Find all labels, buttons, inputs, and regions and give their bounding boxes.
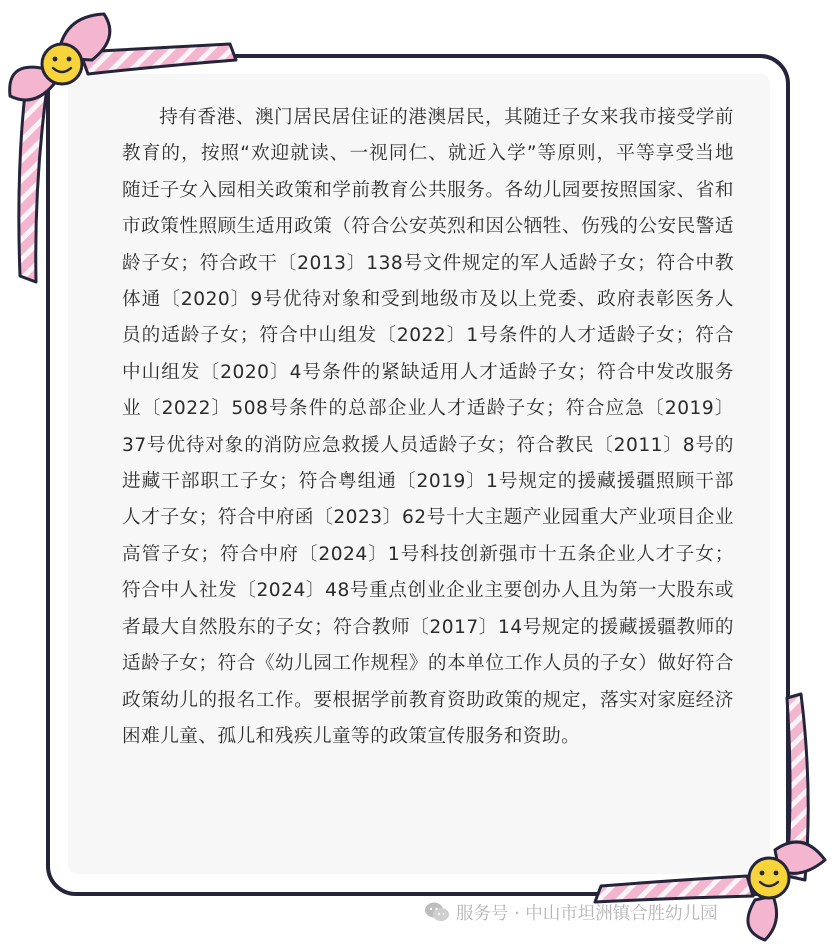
ribbon-bow-top-left [0, 0, 250, 290]
watermark-text: 服务号 · 中山市坦洲镇合胜幼儿园 [456, 903, 718, 924]
policy-paragraph: 持有香港、澳门居民居住证的港澳居民，其随迁子女来我市接受学前教育的，按照“欢迎就读、一视同仁、就近入学”等原则，平等享受当地随迁子女入园相关政策和学前教育公共服务。各幼儿园要按照国家、省和市政策性照顾生适用政策（符合公安英烈和因公牺牲、伤残的公安民警适龄子女；符合政干〔2013〕138号文件规定的军人适龄子女；符合中教体通〔2020〕9号优待对象和受到地级市及以上党委、政府表彰医务人员的适龄子女；符合中山组发〔2022〕1号条件的人才适龄子女；符合中山组发〔2020〕4号条件的紧缺适用人才适龄子女；符合中发改服务业〔2022〕508号条件的总部企业人才适龄子女；符合应急〔2019〕37号优待对象的消防应急救援人员适龄子女；符合教民〔2011〕8号的进藏干部职工子女；符合粤组通〔2019〕1号规定的援藏援疆照顾干部人才子女；符合中府函〔2023〕62号十大主题产业园重大产业项目企业高管子女；符合中府〔2024〕1号科技创新强市十五条企业人才子女；符合中人社发〔2024〕48号重点创业企业主要创办人且为第一大股东或者最大自然股东的子女；符合教师〔2017〕14号规定的援藏援疆教师的适龄子女；符合《幼儿园工作规程》的本单位工作人员的子女）做好符合政策幼儿的报名工作。要根据学前教育资助政策的规定，落实对家庭经济困难儿童、孤儿和残疾儿童等的政策宣传服务和资助。 [122, 107, 734, 747]
wechat-icon [424, 901, 450, 923]
watermark-footer [424, 896, 718, 928]
